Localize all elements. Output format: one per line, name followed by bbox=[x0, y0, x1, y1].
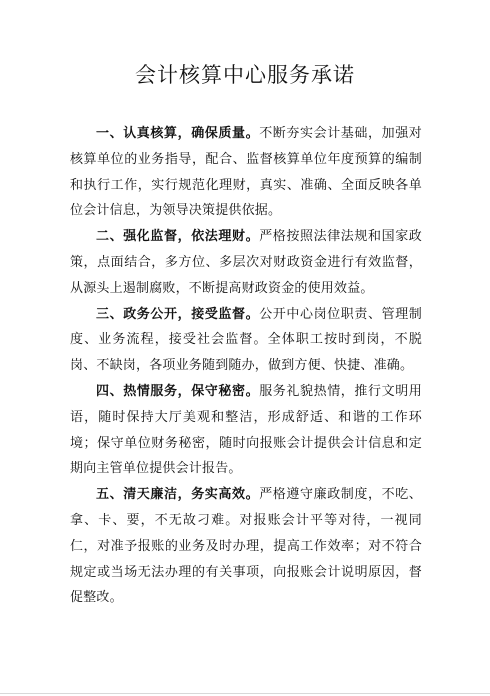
paragraph-heading: 五、清天廉洁，务实高效。 bbox=[96, 487, 260, 503]
commitment-paragraph-4 bbox=[70, 379, 422, 482]
commitment-paragraph-5 bbox=[70, 482, 422, 611]
paragraph-heading: 四、热情服务，保守秘密。 bbox=[96, 383, 260, 399]
document-body bbox=[70, 121, 422, 611]
page-bottom-border bbox=[0, 693, 490, 694]
paragraph-heading: 一、认真核算，确保质量。 bbox=[96, 126, 260, 141]
paragraph-heading: 三、政务公开，接受监督。 bbox=[96, 306, 260, 322]
commitment-paragraph-1 bbox=[70, 121, 422, 224]
paragraph-text: 严格按照法律法规和国家政策，点面结合，多方位、多层次对财政资金进行有效监督，从源头上遏制腐败，不断提高财政资金的使用效益。 bbox=[70, 229, 422, 296]
paragraph-heading: 二、强化监督，依法理财。 bbox=[96, 229, 260, 245]
commitment-paragraph-2 bbox=[70, 224, 422, 301]
paragraph-text: 公开中心岗位职责、管理制度、业务流程，接受社会监督。全体职工按时到岗，不脱岗、不缺岗，各项业务随到随办，做到方便、快捷、准确。 bbox=[70, 306, 422, 374]
document-title: 会计核算中心服务承诺 bbox=[135, 63, 355, 87]
paragraph-text: 严格遵守廉政制度，不吃、拿、卡、要，不无故刁难。对报账会计平等对待，一视同仁，对准予报账的业务及时办理，提高工作效率；对不符合规定或当场无法办理的有关事项，向报账会计说明原因，督促整改。 bbox=[70, 487, 422, 606]
paragraph-text: 服务礼貌热情，推行文明用语，随时保持大厅美观和整洁，形成舒适、和谐的工作环境；保守单位财务秘密，随时向报账会计提供会计信息和定期向主管单位提供会计报告。 bbox=[70, 383, 422, 477]
paragraph-text: 不断夯实会计基础，加强对核算单位的业务指导，配合、监督核算单位年度预算的编制和执行工作，实行规范化理财，真实、准确、全面反映各单位会计信息，为领导决策提供依据。 bbox=[70, 126, 422, 219]
commitment-paragraph-3 bbox=[70, 302, 422, 379]
